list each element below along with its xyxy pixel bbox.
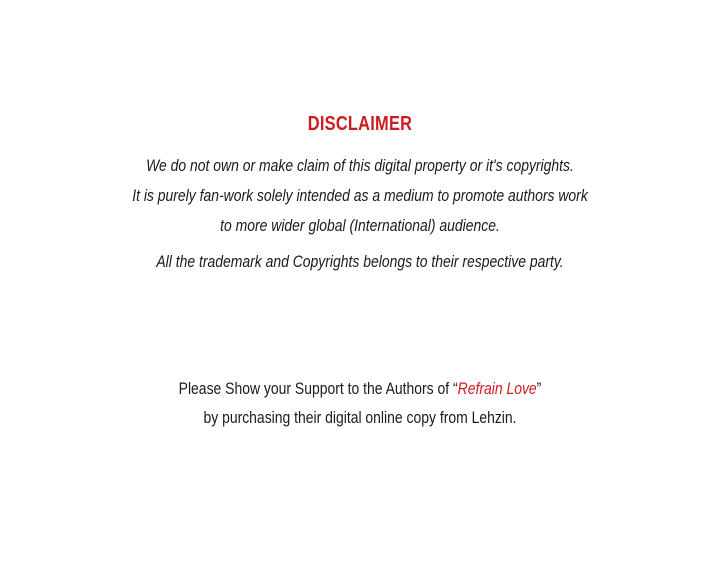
title-name-highlight: Refrain Love <box>457 379 537 398</box>
support-paragraph <box>65 374 655 432</box>
disclaimer-body-line-1: We do not own or make claim of this digital property or it's copyrights. <box>146 156 574 175</box>
disclaimer-body-line-3: to more wider global (International) audience. <box>220 216 500 235</box>
trademark-line: All the trademark and Copyrights belongs to their respective party. <box>156 252 564 271</box>
disclaimer-content <box>65 0 655 432</box>
support-line-1 <box>65 374 655 403</box>
trademark-paragraph <box>65 247 655 277</box>
disclaimer-title: DISCLAIMER <box>307 113 413 135</box>
support-line-1-suffix: ” <box>536 379 542 398</box>
disclaimer-body-line-2: It is purely fan-work solely intended as a medium to promote authors work <box>132 186 588 205</box>
support-line-1-prefix: Please Show your Support to the Authors of “ <box>178 379 458 398</box>
disclaimer-body <box>65 151 655 241</box>
support-line-2: by purchasing their digital online copy from Lehzin. <box>203 408 517 427</box>
